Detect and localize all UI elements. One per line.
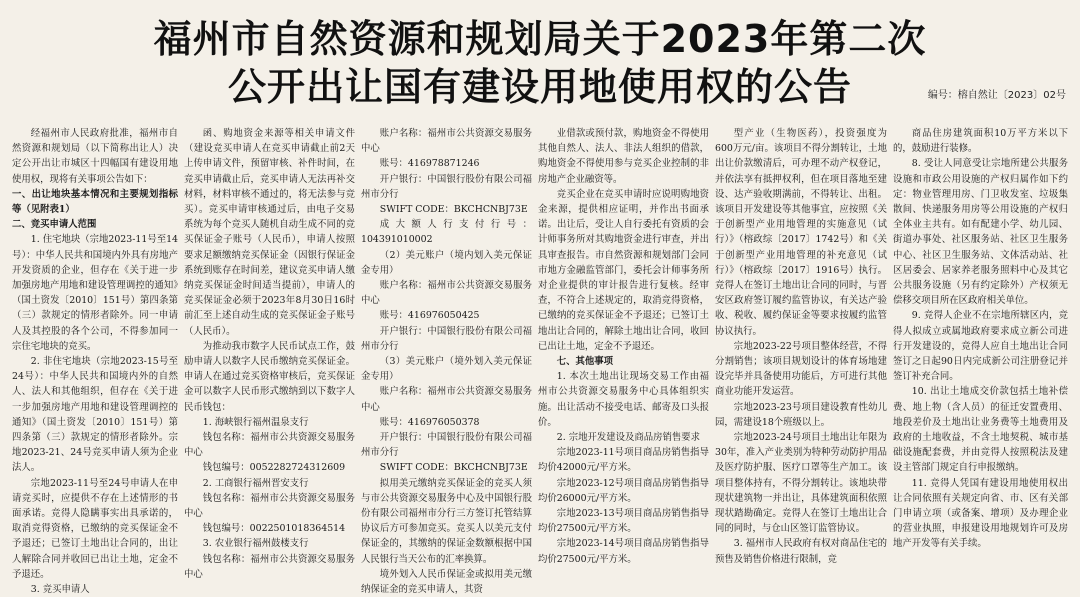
paragraph: 账户名称：福州市公共资源交易服务中心 <box>361 128 532 155</box>
paragraph: 账号：416978871246 <box>379 158 480 170</box>
paragraph: 宗地2023-13号项目商品房销售指导均价27500元/平方米。 <box>538 508 709 535</box>
headline-title-line1: 福州市自然资源和规划局关于2023年第二次 <box>153 17 927 61</box>
paragraph: 业借款或预付款，购地资金不得使用其他自然人、法人、非法人组织的借款，购地资金不得使用参与竞买企业控制的非房地产企业融资等。 <box>538 128 709 185</box>
paragraph: 2. 工商银行福州晋安支行 <box>202 477 309 489</box>
paragraph: 函、购地资金来源等相关申请文件（建设竞买申请人在竞买申请截止前2天上传申请文件，预留审核、补件时间，在竞买申请截止后，竞买申请人无法再补交材料，材料审核不通过的，将无法参与竞买）。竞买申请审核通过后，由电子交易系统为每个竞买人随机自动生成不同的竞买保证金子账号（人民币），申请人按照要求足额缴纳竞买保证金（因银行保证金系统到账存在时间差，建议竞买申请人缴纳竞买保证金时间适当提前），申请人的竞买保证金必须于2023年8月30日16时前汇至上述自动生成的竞买保证金子账号（人民币）。 <box>184 128 355 337</box>
paragraph: 账号：416976050425 <box>379 310 480 322</box>
section-heading: 一、出让地块基本情况和主要规划指标等（见附表1） <box>12 188 178 216</box>
paragraph: 为推动我市数字人民币试点工作，鼓励申请人以数字人民币缴纳竞买保证金。申请人在通过竞买资格审核后，竞买保证金可以数字人民币形式缴纳到以下数字人民币钱包： <box>184 340 355 413</box>
paragraph: 2. 宗地开发建设及商品房销售要求 <box>556 432 700 444</box>
paragraph: 3. 竞买申请人 <box>30 584 90 596</box>
headline-title-line2: 公开出让国有建设用地使用权的公告 <box>227 65 852 109</box>
paragraph: 账户名称：福州市公共资源交易服务中心 <box>361 280 532 307</box>
paragraph: SWIFT CODE：BKCHCNBJ73E <box>379 204 528 216</box>
paragraph: 宗地2023-14号项目商品房销售指导均价27500元/平方米。 <box>538 538 709 565</box>
paragraph: 9. 竞得人企业不在宗地所辖区内，竞得人拟成立或属地政府要求成立新公司进行开发建设的，竞得人应自土地出让合同签订之日起90日内完成新公司注册登记并签订补充合同。 <box>893 310 1068 383</box>
paragraph: 钱包名称：福州市公共资源交易服务中心 <box>184 553 355 580</box>
paragraph: 钱包编号：0022501018364514 <box>202 523 346 535</box>
paragraph: 3. 农业银行福州鼓楼支行 <box>202 538 309 550</box>
paragraph: 11. 竞得人凭国有建设用地使用权出让合同依照有关规定向省、市、区有关部门申请立项（或备案、增项）及办理企业的营业执照，申报建设用地规划许可及房地产开发等有关手续。 <box>893 477 1068 550</box>
paragraph: 钱包名称：福州市公共资源交易服务中心 <box>184 492 355 520</box>
article-columns <box>12 126 1074 596</box>
text-column-6 <box>893 126 1074 580</box>
paragraph: 开户银行：中国银行股份有限公司福州市分行 <box>361 173 532 200</box>
paragraph: 宗地2023-11号至24号申请人在申请竞买时，应提供不存在上述情形的书面承诺。竞得人隐瞒事实出具承诺的，取消竞得资格，已缴纳的竞买保证金不予退还；已签订土地出让合同的，出让人解除合同并收回已出让土地，定金不予退还。 <box>12 477 178 580</box>
section-heading: 七、其他事项 <box>556 356 614 368</box>
paragraph: SWIFT CODE：BKCHCNBJ73E <box>379 462 528 474</box>
paragraph: 10. 出让土地成交价款包括土地补偿费、地上物（含人员）的征迁安置费用、地段差价及土地出让业务费等土地费用及政府的土地收益，不含土地契税、城市基础设施配套费，并由竞得人按照税法及建设主管部门规定自行申报缴纳。 <box>893 386 1068 474</box>
paragraph: 宗地2023-22号项目整体经营，不得分割销售；该项目规划设计的体育场地建设完毕并具备使用功能后，方可进行其他商业功能开发运营。 <box>715 340 887 398</box>
section-heading: 二、竞买申请人范围 <box>12 219 97 231</box>
paragraph: 宗地2023-23号项目建设教育性幼儿园，需建设18个班级以上。 <box>715 401 887 428</box>
paragraph: 账户名称：福州市公共资源交易服务中心 <box>361 386 532 413</box>
text-column-3 <box>361 126 538 596</box>
paragraph: 1. 海峡银行福州温泉支行 <box>202 416 309 428</box>
paragraph: 开户银行：中国银行股份有限公司福州市分行 <box>361 432 532 459</box>
paragraph: 成大额人行支付行号：104391010002 <box>361 219 532 246</box>
paragraph: 商品住房建筑面积10万平方米以下的，鼓励进行装修。 <box>893 128 1068 155</box>
paragraph: 宗地2023-12号项目商品房销售指导均价26000元/平方米。 <box>538 477 709 504</box>
text-column-4 <box>538 126 715 580</box>
paragraph: 竞买企业在竞买申请时应说明购地资金来源，提供相应证明，并作出书面承诺。出让后，受让人自行委托有资质的会计师事务所对其购地资金进行审查，并出具审查报告。市自然资源和规划部门会同市地方金融监管部门，委托会计师事务所对企业提供的审计报告进行复核。经审查，不符合上述规定的，取消竞得资格，已缴纳的竞买保证金不予退还；已签订土地出让合同的，解除土地出让合同，收回已出让土地，定金不予退还。 <box>538 188 709 352</box>
text-column-1 <box>12 126 184 596</box>
document-number: 编号：榕自然让〔2023〕02号 <box>927 90 1066 101</box>
paragraph: （2）美元账户（境内划入美元保证金专用） <box>361 249 532 276</box>
paragraph: 宗地2023-11号项目商品房销售指导均价42000元/平方米。 <box>538 447 709 474</box>
paragraph: 拟用美元缴纳竞买保证金的竞买人须与市公共资源交易服务中心及中国银行股份有限公司福州市分行三方签订托管结算协议后方可参加竞买。竞买人以美元支付保证金的，其缴纳的保证金数额根据中国人民银行当天公布的汇率换算。 <box>361 477 532 565</box>
paragraph: 境外划入人民币保证金或拟用美元缴纳保证金的竞买申请人，其资 <box>361 568 532 596</box>
paragraph: 账号：416976050378 <box>379 416 480 428</box>
paragraph: 2. 非住宅地块（宗地2023-15号至24号）：中华人民共和国境内外的自然人、法人和其他组织，但存在《关于进一步加强房地产用地和建设管理调控的通知》（国土资发〔2010〕151号）第四条第（三）款规定的情形者除外。宗地2023-21、24号竞买申请人须为企业法人。 <box>12 356 178 474</box>
paragraph: 1. 本次土地出让现场交易工作由福州市公共资源交易服务中心具体组织实施。出让活动不接受电话、邮寄及口头报价。 <box>538 371 709 428</box>
paragraph: 钱包编号：0052282724312609 <box>202 462 346 474</box>
paragraph: 3. 福州市人民政府有权对商品住宅的预售及销售价格进行限制，竞 <box>715 538 887 565</box>
paragraph: （3）美元账户（境外划入美元保证金专用） <box>361 356 532 383</box>
paragraph: 经福州市人民政府批准，福州市自然资源和规划局（以下简称出让人）决定公开出让市城区十四幅国有建设用地使用权，现将有关事项公告如下： <box>12 128 178 185</box>
paragraph: 开户银行：中国银行股份有限公司福州市分行 <box>361 325 532 352</box>
paragraph: 1. 住宅地块（宗地2023-11号至14号）：中华人民共和国境内外具有房地产开发资质的企业，但存在《关于进一步加强房地产用地和建设管理调控的通知》（国土资发〔2010〕151号）第四条第（三）款规定的情形者除外。同一申请人及其控股的各个公司，不得参加同一宗住宅地块的竞买。 <box>12 234 178 352</box>
text-column-5 <box>715 126 893 580</box>
paragraph: 钱包名称：福州市公共资源交易服务中心 <box>184 432 355 459</box>
paragraph: 宗地2023-24号项目土地出让年限为30年，准入产业类别为特种劳动防护用品及医疗防护服、医疗口罩等生产加工。该项目整体持有，不得分割转让。该地块带现状建筑物一并出让，具体建筑面积依照现状踏勘确定。竞得人在签订土地出让合同的同时，与仓山区签订监管协议。 <box>715 432 887 535</box>
text-column-2 <box>184 126 361 580</box>
paragraph: 8. 受让人同意受让宗地所建公共服务设施和市政公用设施的产权归属作如下约定：物业管理用房、门卫收发室、垃圾集散间、快递服务用房等公用设施的产权归全体业主共有。如有配建小学、幼儿园、街道办事处、社区服务站、社区卫生服务中心、社区卫生服务站、文体活动站、社区居委会、居家养老服务照料中心及其它公共服务设施（另有约定除外）产权须无偿移交项目所在区政府相关单位。 <box>893 158 1068 307</box>
headline <box>0 0 1080 125</box>
paragraph: 型产业（生物医药），投资强度为600万元/亩。该项目不得分割转让，土地出让价款缴清后，可办理不动产权登记，并依法享有抵押权利，但在项目落地至建设、达产验收期满前，不得转让、出租。该项目开发建设等其他事宜，应按照《关于创新型产业用地管理的实施意见（试行）》（榕政综〔2017〕1742号）和《关于创新型产业用地管理的补充意见（试行）》（榕政综〔2017〕1916号）执行。竞得人在签订土地出让合同的同时，与晋安区政府签订履约监管协议，有关达产验收、税收、履约保证金等要求按履约监管协议执行。 <box>715 128 887 337</box>
